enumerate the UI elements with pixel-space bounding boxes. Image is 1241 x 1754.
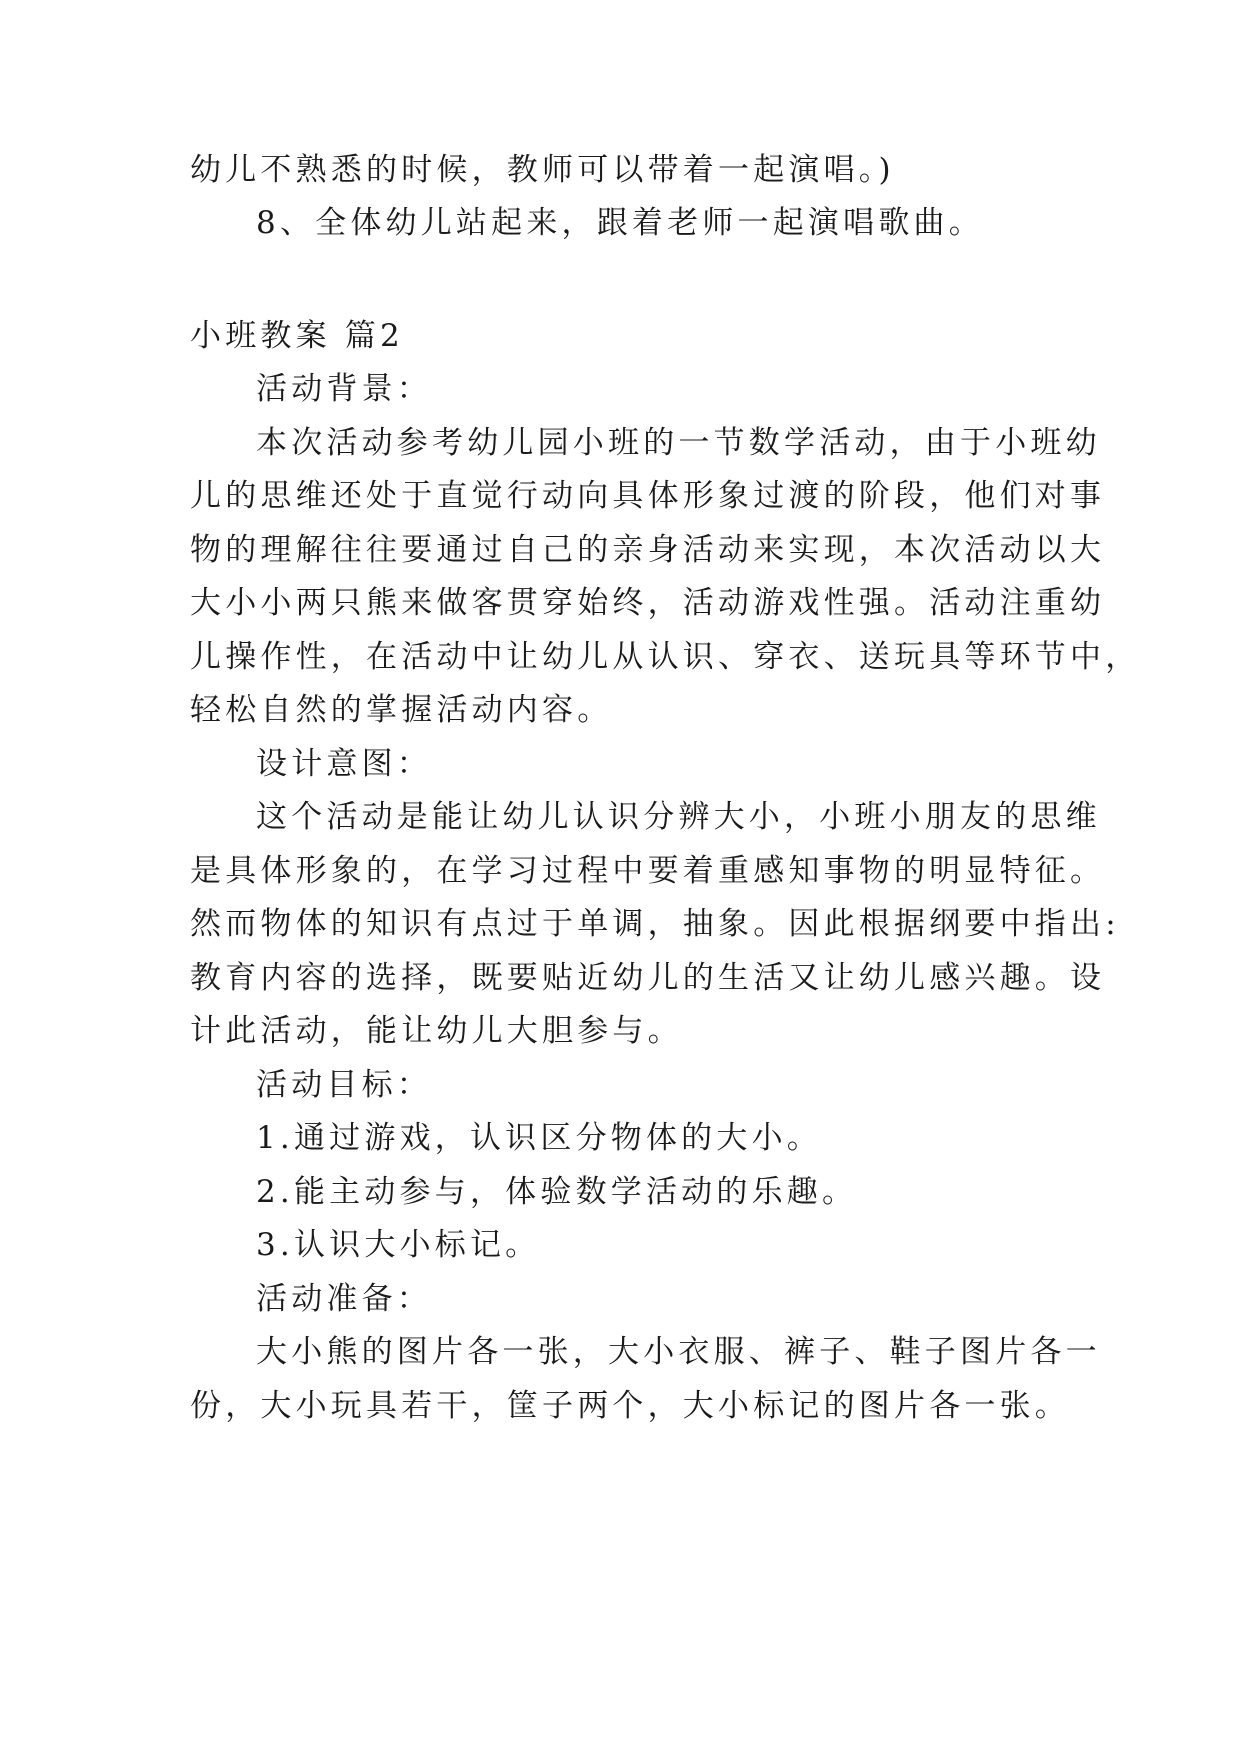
subheading: 设计意图： bbox=[256, 746, 432, 782]
list-item: 1.通过游戏，认识区分物体的大小。 bbox=[256, 1120, 822, 1156]
text-line: 本次活动参考幼儿园小班的一节数学活动，由于小班幼 bbox=[256, 425, 1101, 461]
subheading: 活动目标： bbox=[256, 1067, 432, 1103]
text-line: 计此活动，能让幼儿大胆参与。 bbox=[190, 1013, 683, 1049]
text-line: 8、全体幼儿站起来，跟着老师一起演唱歌曲。 bbox=[256, 205, 984, 241]
list-item: 2.能主动参与，体验数学活动的乐趣。 bbox=[256, 1174, 858, 1210]
text-line: 儿操作性，在活动中让幼儿从认识、穿衣、送玩具等环节中， bbox=[190, 639, 1141, 675]
text-line: 教育内容的选择，既要贴近幼儿的生活又让幼儿感兴趣。设 bbox=[190, 960, 1106, 996]
text-line: 份，大小玩具若干，筐子两个，大小标记的图片各一张。 bbox=[190, 1388, 1070, 1424]
text-line: 物的理解往往要通过自己的亲身活动来实现，本次活动以大 bbox=[190, 532, 1106, 568]
subheading: 活动背景： bbox=[256, 371, 432, 407]
text-line: 是具体形象的，在学习过程中要着重感知事物的明显特征。 bbox=[190, 853, 1106, 889]
list-item: 3.认识大小标记。 bbox=[256, 1227, 541, 1263]
text-line: 大小熊的图片各一张，大小衣服、裤子、鞋子图片各一 bbox=[256, 1334, 1101, 1370]
text-line: 这个活动是能让幼儿认识分辨大小，小班小朋友的思维 bbox=[256, 799, 1101, 835]
text-line: 儿的思维还处于直觉行动向具体形象过渡的阶段，他们对事 bbox=[190, 478, 1106, 514]
text-line: 然而物体的知识有点过于单调，抽象。因此根据纲要中指出: bbox=[190, 906, 1120, 942]
text-line: 大小小两只熊来做客贯穿始终，活动游戏性强。活动注重幼 bbox=[190, 585, 1106, 621]
section-heading: 小班教案 篇2 bbox=[190, 318, 404, 354]
subheading: 活动准备： bbox=[256, 1281, 432, 1317]
text-line: 轻松自然的掌握活动内容。 bbox=[190, 692, 613, 728]
text-line: 幼儿不熟悉的时候，教师可以带着一起演唱。) bbox=[190, 152, 895, 188]
